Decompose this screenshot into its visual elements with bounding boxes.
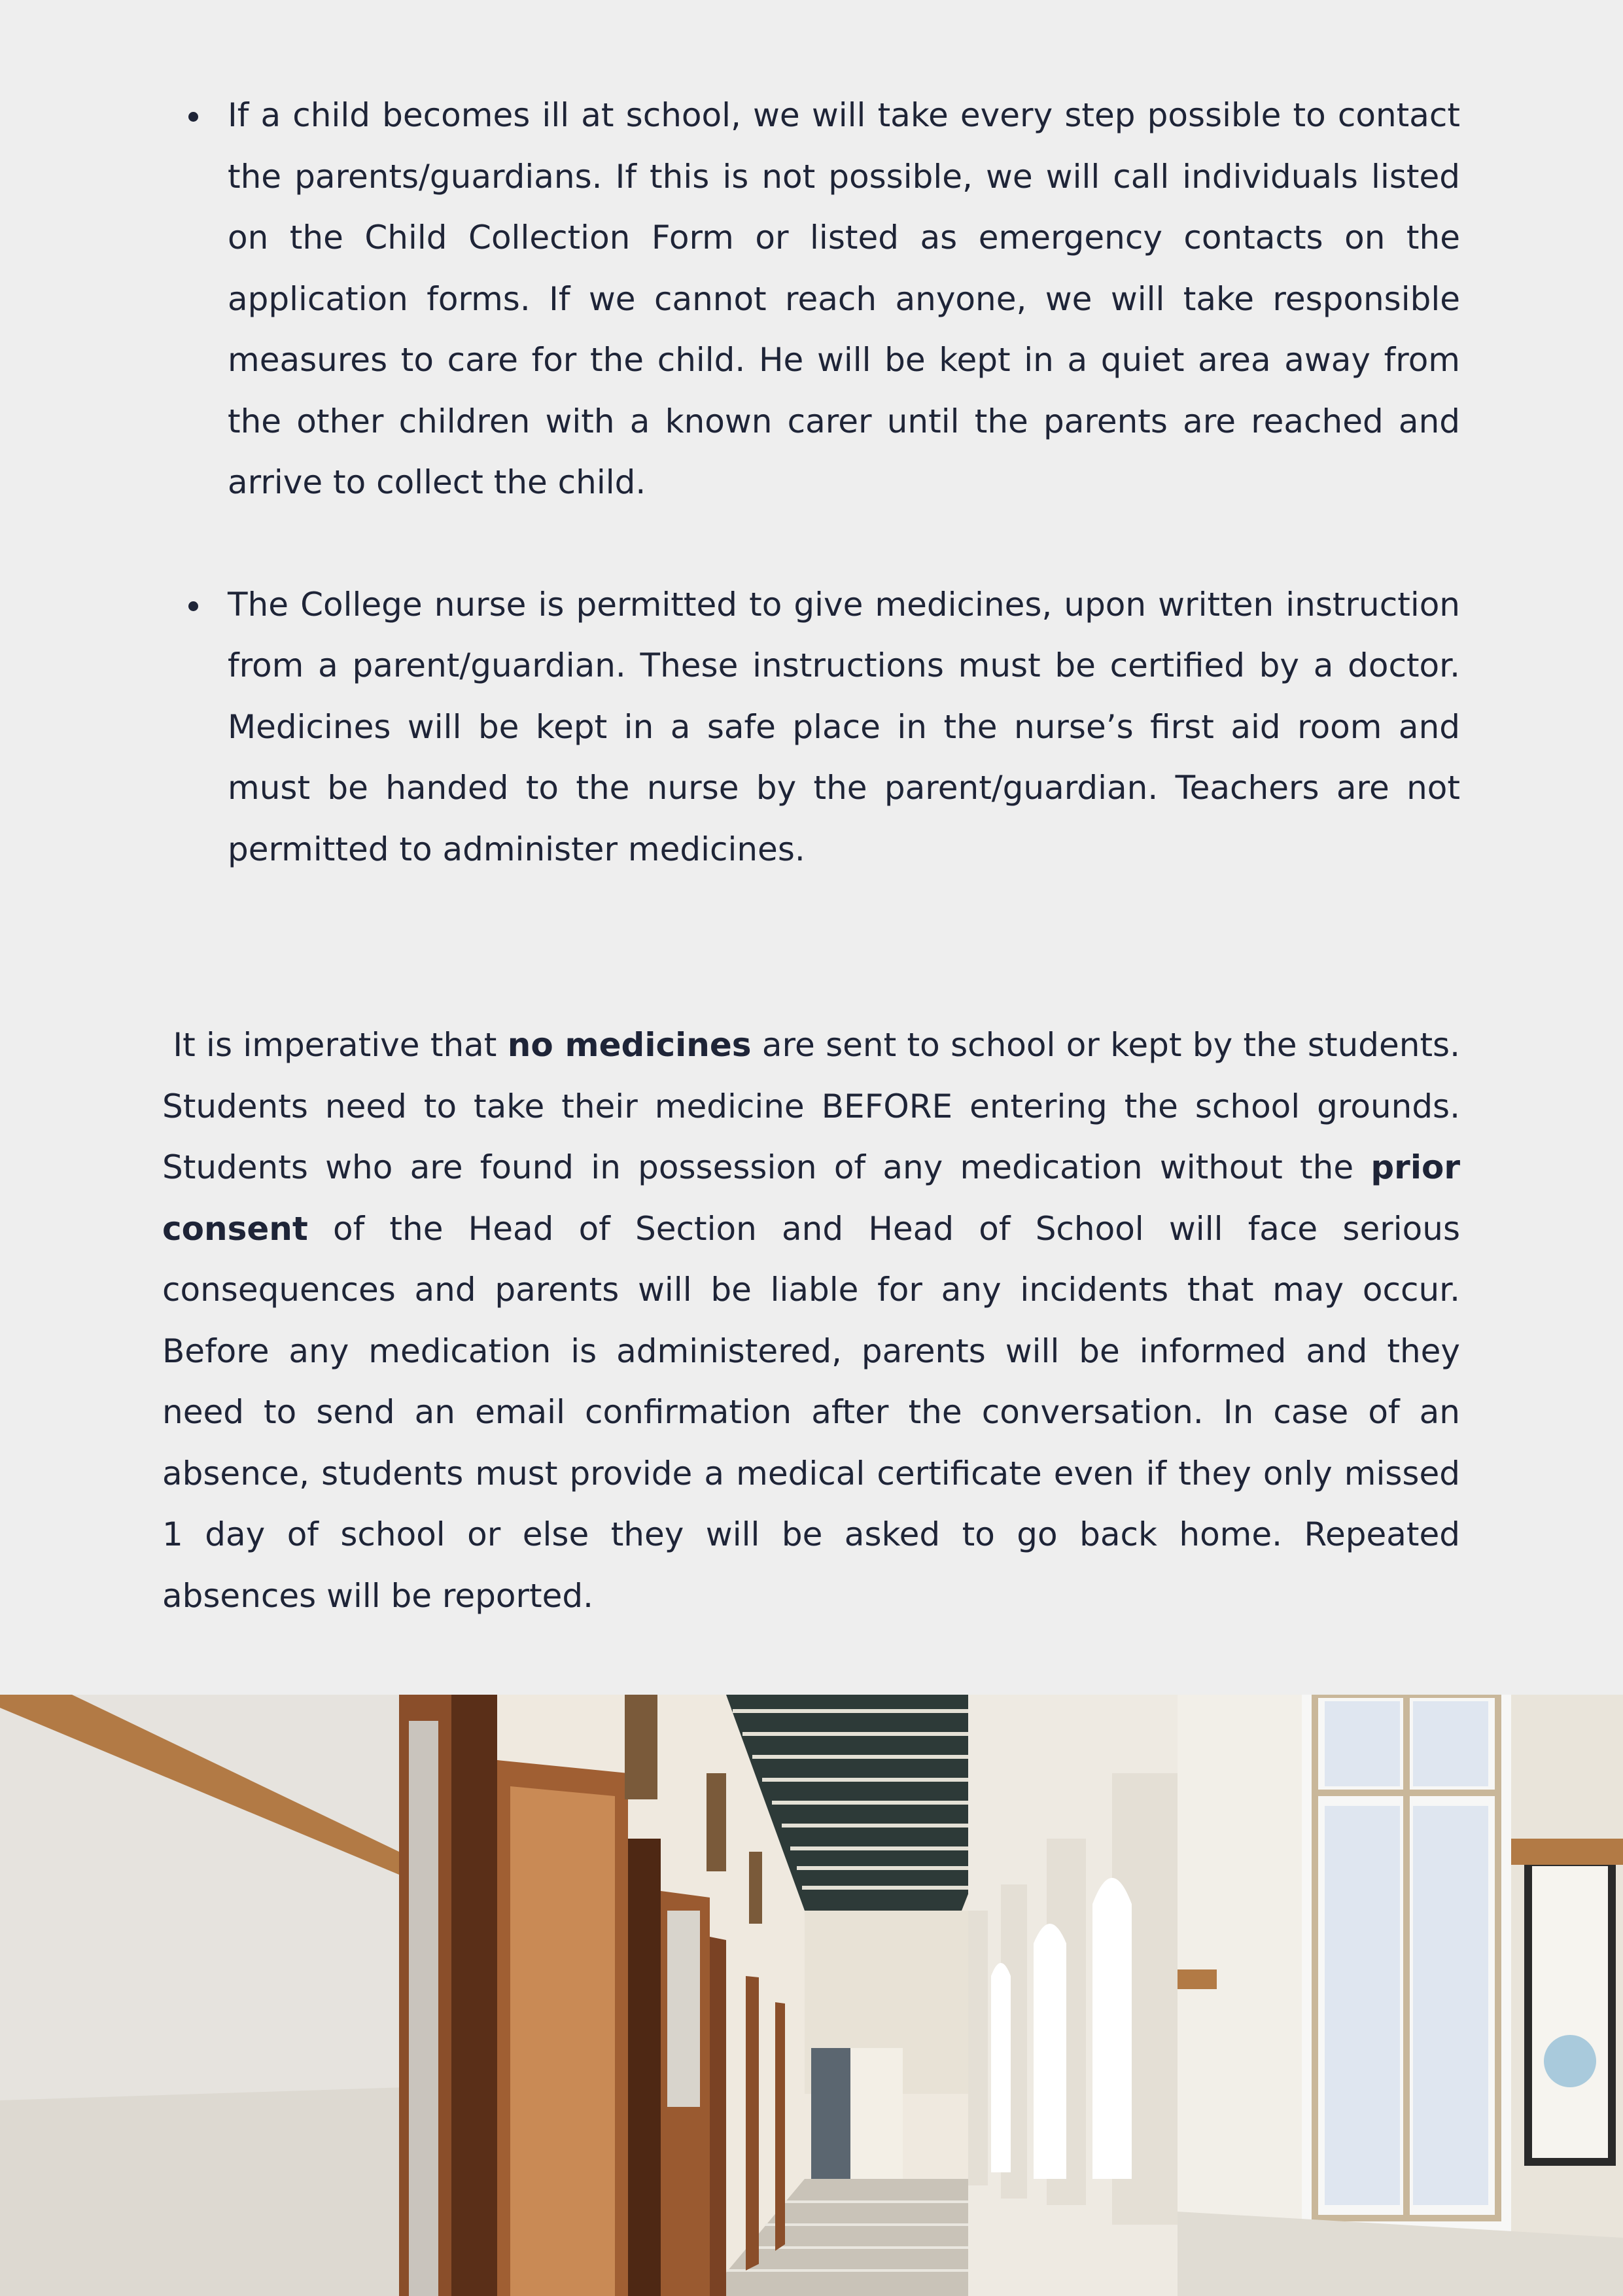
bullet-text: If a child becomes ill at school, we will take every step possible to contact the parents/guardians. If this is not possible, we will call individuals listed on the Child Collection Form or listed as emergency contacts on the application forms. If we cannot reach anyone, we will take responsible measures to care for the child. He will be kept in a quiet area away from the other children with a known carer until the parents are reached and arrive to collect the child. bbox=[228, 96, 1460, 501]
bold-no-medicines: no medicines bbox=[507, 1026, 752, 1064]
medicines-policy-paragraph bbox=[162, 1015, 1460, 1627]
paragraph-text: are sent to school or kept by the students. Students need to take their medicine BEFORE entering the school grounds. Students who are found in possession of any medication without the bbox=[162, 1026, 1460, 1186]
bullet-item-ill-child bbox=[162, 85, 1460, 514]
paragraph-text: of the Head of Section and Head of School will face serious consequences and parents will be liable for any incidents that may occur. Before any medication is administered, parents will be informed and they need to send an email confirmation after the conversation. In case of an absence, students must provide a medical certificate even if they only missed 1 day of school or else they will be asked to go back home. Repeated absences will be reported. bbox=[162, 1209, 1460, 1615]
bullet-item-college-nurse bbox=[162, 574, 1460, 881]
bullet-list bbox=[162, 85, 1460, 880]
document-body bbox=[162, 85, 1460, 1659]
bullet-text: The College nurse is permitted to give medicines, upon written instruction from a parent/guardian. These instructions must be certified by a doctor. Medicines will be kept in a safe place in the nurse’s first aid room and must be handed to the nurse by the parent/guardian. Teachers are not permitted to administer medicines. bbox=[228, 585, 1460, 868]
school-corridor-photo bbox=[0, 1695, 1623, 2296]
bullet-dot-icon bbox=[188, 601, 198, 611]
bullet-dot-icon bbox=[188, 112, 198, 122]
paragraph-text: It is imperative that bbox=[173, 1026, 508, 1064]
bold-prior-consent: prior consent bbox=[162, 1148, 1460, 1248]
